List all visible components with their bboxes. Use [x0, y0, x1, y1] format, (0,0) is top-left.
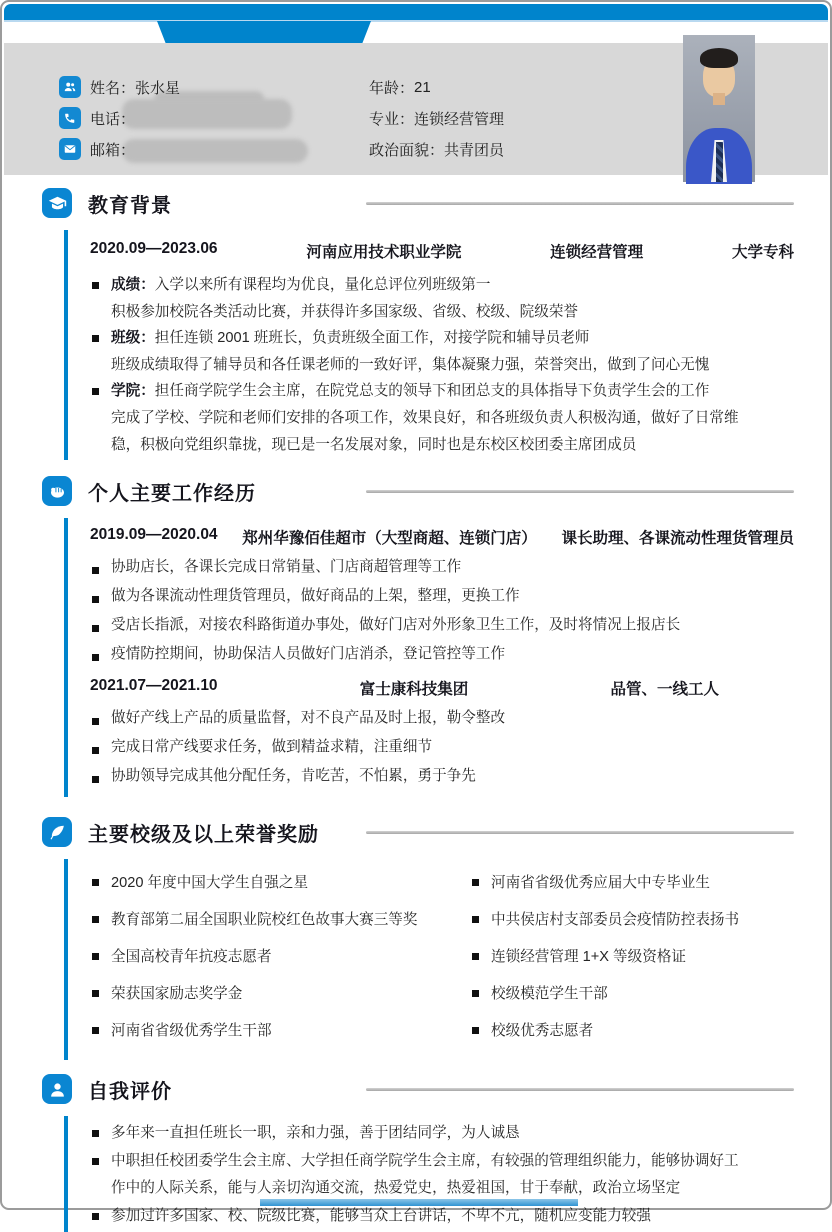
- section-divider-line: [366, 490, 794, 493]
- name-label: 姓名：: [90, 79, 136, 97]
- job-company: 郑州华豫佰佳超市（大型商超、连锁门店）: [242, 530, 537, 548]
- list-item: 协助店长，各课长完成日常销量、门店商超管理等工作: [90, 557, 794, 577]
- honors-left-column: [90, 873, 442, 1058]
- users-icon: [59, 76, 81, 98]
- age-label: 年龄：: [369, 79, 415, 97]
- list-item: 受店长指派，对接农科路街道办事处，做好门店对外形象卫生工作，及时将情况上报店长: [90, 615, 794, 635]
- education-title: 教育背景: [88, 194, 172, 217]
- phone-row: [59, 107, 180, 129]
- list-item: 2020 年度中国大学生自强之星: [90, 873, 442, 893]
- name-value: 张水星: [135, 79, 181, 97]
- bottom-accent-bar: [260, 1199, 578, 1206]
- list-item: 校级模范学生干部: [470, 984, 794, 1004]
- section-honors: [42, 817, 794, 1060]
- list-item: 教育部第二届全国职业院校红色故事大赛三等奖: [90, 910, 442, 930]
- honors-right-column: [442, 873, 794, 1058]
- phone-icon: [59, 107, 81, 129]
- job-bullets: [90, 557, 794, 664]
- list-item: 连锁经营管理 1+X 等级资格证: [470, 947, 794, 967]
- section-education: [42, 188, 794, 460]
- email-row: [59, 138, 180, 160]
- phone-label: 电话：: [90, 110, 136, 128]
- graduation-cap-icon: [42, 188, 72, 218]
- section-self-evaluation: [42, 1074, 794, 1232]
- id-photo: [683, 35, 755, 182]
- section-divider-line: [366, 831, 794, 834]
- fist-icon: [42, 476, 72, 506]
- education-detail-row: [90, 234, 794, 262]
- list-item: 中职担任校团委学生会主席、大学担任商学院学生会主席，有较强的管理组织能力，能够协调好工 作中的人际关系，能与人亲切沟通交流，热爱党史，热爱祖国，甘于奉献，政治立场坚定: [90, 1148, 794, 1203]
- education-period: 2020.09—2023.06: [90, 240, 218, 257]
- header-right-column: [369, 76, 504, 169]
- section-work-experience: [42, 476, 794, 797]
- major-row: [369, 107, 504, 129]
- section-divider-line: [366, 1088, 794, 1091]
- job-header-row: [90, 522, 794, 548]
- job-role: 品管、一线工人: [610, 681, 719, 699]
- job-role: 课长助理、各课流动性理货管理员: [561, 530, 794, 548]
- education-degree: 大学专科: [731, 244, 794, 261]
- honors-columns: [90, 873, 794, 1058]
- list-item: 成绩：入学以来所有课程均为优良，量化总评位列班级第一 积极参加校院各类活动比赛，并获得许多国家级、省级、校级、院级荣誉: [90, 272, 794, 325]
- name-row: [59, 76, 180, 98]
- list-item: 河南省省级优秀学生干部: [90, 1021, 442, 1041]
- job-bullets: [90, 708, 794, 786]
- list-item: 多年来一直担任班长一职，亲和力强，善于团结同学，为人诚恳: [90, 1120, 794, 1148]
- self-eval-body: [64, 1116, 794, 1232]
- list-item: 参加过许多国家、校、院级比赛，能够当众上台讲话，不卑不亢，随机应变能力较强: [90, 1203, 794, 1231]
- top-accent-trapezoid: [157, 21, 371, 43]
- mail-icon: [59, 138, 81, 160]
- list-item: 完成日常产线要求任务，做到精益求精，注重细节: [90, 737, 794, 757]
- major-value: 连锁经营管理: [414, 110, 505, 128]
- age-value: 21: [414, 78, 431, 96]
- user-icon: [42, 1074, 72, 1104]
- list-item: 做好产线上产品的质量监督，对不良产品及时上报，勒令整改: [90, 708, 794, 728]
- list-item: 全国高校青年抗疫志愿者: [90, 947, 442, 967]
- education-header: [42, 188, 794, 218]
- honors-title: 主要校级及以上荣誉奖励: [88, 823, 319, 846]
- political-label: 政治面貌：: [369, 141, 445, 159]
- resume-content: [42, 188, 794, 1232]
- education-major: 连锁经营管理: [550, 244, 644, 261]
- list-item: 疫情防控期间，协助保洁人员做好门店消杀，登记管控等工作: [90, 644, 794, 664]
- job-header-row: [90, 673, 794, 699]
- major-label: 专业：: [369, 110, 415, 128]
- list-item: 做为各课流动性理货管理员，做好商品的上架，整理，更换工作: [90, 586, 794, 606]
- self-eval-header: [42, 1074, 794, 1104]
- list-item: 协助领导完成其他分配任务，肯吃苦，不怕累，勇于争先: [90, 766, 794, 786]
- honors-header: [42, 817, 794, 847]
- self-eval-title: 自我评价: [88, 1080, 172, 1103]
- education-bullets: [90, 272, 794, 458]
- list-item: 中共侯店村支部委员会疫情防控表扬书: [470, 910, 794, 930]
- leaf-icon: [42, 817, 72, 847]
- self-eval-bullets: [90, 1120, 794, 1230]
- top-accent-bar: [4, 4, 828, 22]
- work-title: 个人主要工作经历: [88, 482, 256, 505]
- list-item: 荣获国家励志奖学金: [90, 984, 442, 1004]
- list-item: 河南省省级优秀应届大中专毕业生: [470, 873, 794, 893]
- age-row: [369, 76, 504, 98]
- education-body: [64, 230, 794, 460]
- education-school: 河南应用技术职业学院: [306, 244, 462, 261]
- list-item: 班级：担任连锁 2001 班班长，负责班级全面工作，对接学院和辅导员老师 班级成绩取得了辅导员和各任课老师的一致好评，集体凝聚力强，荣誉突出，做到了问心无愧: [90, 325, 794, 378]
- political-row: [369, 138, 504, 160]
- work-header: [42, 476, 794, 506]
- job-company: 富士康科技集团: [359, 681, 469, 699]
- work-body: [64, 518, 794, 797]
- job-period: 2019.09—2020.04: [90, 526, 218, 544]
- honors-body: [64, 859, 794, 1060]
- email-label: 邮箱：: [90, 141, 136, 159]
- header-left-column: [59, 76, 180, 169]
- list-item: 校级优秀志愿者: [470, 1021, 794, 1041]
- job-period: 2021.07—2021.10: [90, 677, 218, 695]
- political-value: 共青团员: [444, 141, 505, 159]
- section-divider-line: [366, 202, 794, 205]
- list-item: 学院：担任商学院学生会主席，在院党总支的领导下和团总支的具体指导下负责学生会的工作 完成了学校、学院和老师们安排的各项工作，效果良好，和各班级负责人积极沟通，做好了日常维 稳，积极向党组织靠拢，现已是一名发展对象，同时也是东校区校团委主席团成员: [90, 378, 794, 458]
